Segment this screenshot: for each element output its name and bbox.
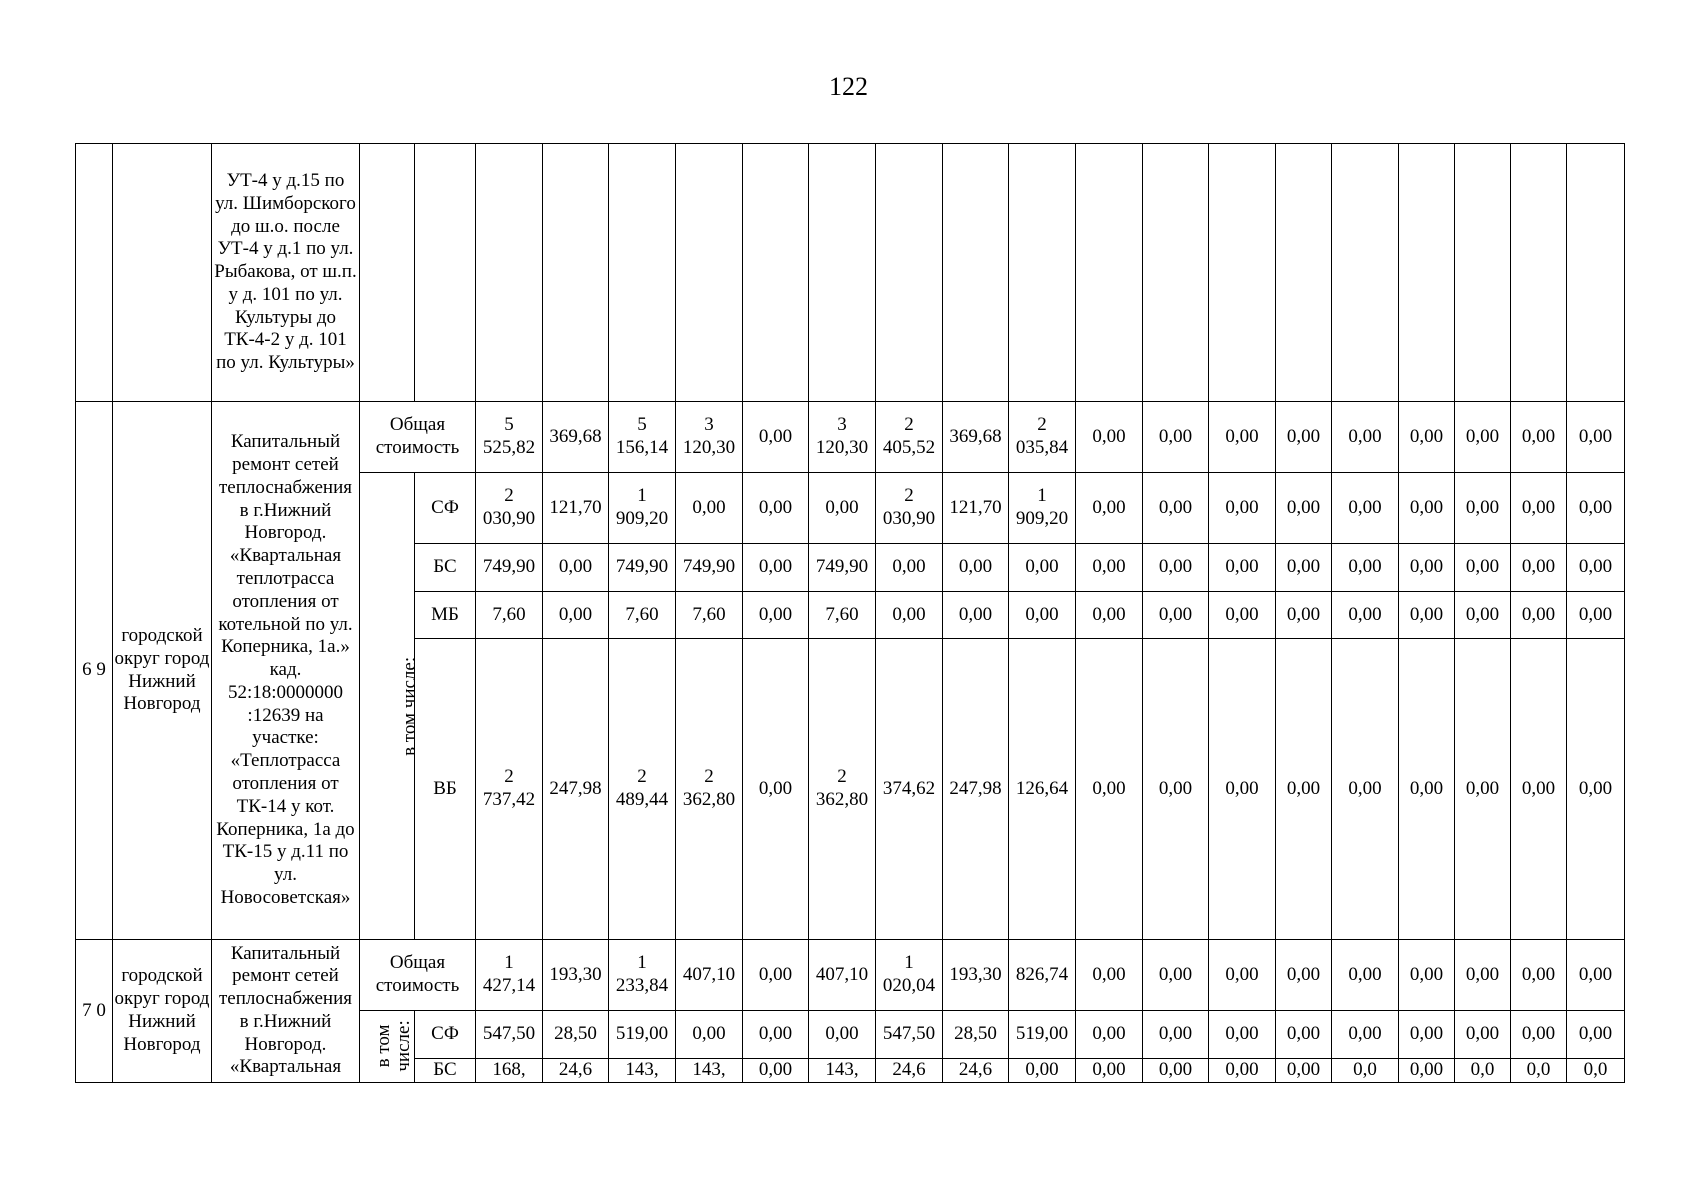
value-cell: 7,60 (676, 592, 743, 639)
funding-source-label: ВБ (415, 639, 476, 940)
value-cell: 0,00 (1455, 402, 1511, 473)
value-cell (1332, 144, 1399, 402)
value-cell: 0,00 (743, 940, 809, 1011)
value-cell (676, 144, 743, 402)
value-cell: 0,00 (1209, 639, 1276, 940)
value-cell: 749,90 (676, 544, 743, 592)
value-cell: 0,00 (1332, 473, 1399, 544)
value-cell: 0,00 (1511, 473, 1567, 544)
value-cell: 0,00 (743, 1011, 809, 1059)
value-cell: 0,00 (1455, 1011, 1511, 1059)
value-cell: 28,50 (943, 1011, 1009, 1059)
value-cell: 0,00 (1209, 544, 1276, 592)
value-cell: 0,00 (1209, 1059, 1276, 1083)
value-cell: 0,00 (1567, 592, 1625, 639)
value-cell: 5 525,82 (476, 402, 543, 473)
value-cell: 0,00 (1209, 402, 1276, 473)
value-cell: 143, (676, 1059, 743, 1083)
value-cell: 143, (609, 1059, 676, 1083)
num-cell (76, 144, 113, 402)
value-cell: 0,00 (1009, 544, 1076, 592)
value-cell: 2 489,44 (609, 639, 676, 940)
value-cell: 0,00 (1567, 639, 1625, 940)
value-cell: 0,00 (1332, 1011, 1399, 1059)
funding-source-label: БС (415, 544, 476, 592)
value-cell: 1 909,20 (609, 473, 676, 544)
value-cell: 0,00 (1399, 1011, 1455, 1059)
value-cell: 7,60 (609, 592, 676, 639)
value-cell: 0,00 (1455, 544, 1511, 592)
value-cell: 0,00 (1455, 473, 1511, 544)
value-cell: 0,00 (1511, 639, 1567, 940)
value-cell: 2 030,90 (476, 473, 543, 544)
funding-source-label: СФ (415, 1011, 476, 1059)
value-cell: 121,70 (943, 473, 1009, 544)
value-cell: 0,00 (1076, 402, 1143, 473)
value-cell: 0,00 (1567, 402, 1625, 473)
including-text: в том числе: (399, 656, 421, 756)
value-cell: 2 362,80 (676, 639, 743, 940)
value-cell: 407,10 (809, 940, 876, 1011)
value-cell: 0,00 (1143, 1059, 1209, 1083)
value-cell: 0,00 (876, 592, 943, 639)
value-cell: 0,00 (1209, 473, 1276, 544)
label-cell (360, 144, 415, 402)
value-cell: 0,00 (743, 402, 809, 473)
including-label (360, 1011, 415, 1083)
value-cell (943, 144, 1009, 402)
value-cell: 0,00 (1332, 402, 1399, 473)
table-row (76, 940, 1625, 1011)
funding-source-label: СФ (415, 473, 476, 544)
value-cell: 1 233,84 (609, 940, 676, 1011)
value-cell: 0,00 (1276, 544, 1332, 592)
value-cell: 374,62 (876, 639, 943, 940)
value-cell: 0,00 (809, 473, 876, 544)
value-cell (1009, 144, 1076, 402)
value-cell: 0,00 (1399, 1059, 1455, 1083)
object-name-cell: Капитальный ремонт сетей теплоснабжения в г.Нижний Новгород. «Квартальная (212, 940, 360, 1083)
value-cell: 0,00 (1567, 940, 1625, 1011)
value-cell: 369,68 (543, 402, 609, 473)
value-cell: 0,00 (1076, 940, 1143, 1011)
value-cell: 0,00 (1076, 473, 1143, 544)
value-cell: 0,00 (1143, 402, 1209, 473)
value-cell: 143, (809, 1059, 876, 1083)
value-cell: 7,60 (476, 592, 543, 639)
value-cell: 0,00 (1276, 1059, 1332, 1083)
value-cell: 0,00 (1076, 1059, 1143, 1083)
value-cell: 121,70 (543, 473, 609, 544)
value-cell (876, 144, 943, 402)
value-cell: 0,00 (1332, 592, 1399, 639)
municipality-cell: городской округ город Нижний Новгород (113, 402, 212, 940)
value-cell: 0,00 (1511, 592, 1567, 639)
value-cell: 0,00 (1209, 592, 1276, 639)
table-row (76, 402, 1625, 473)
value-cell: 2 362,80 (809, 639, 876, 940)
value-cell: 28,50 (543, 1011, 609, 1059)
label-cell (415, 144, 476, 402)
value-cell: 0,00 (1276, 473, 1332, 544)
value-cell: 749,90 (609, 544, 676, 592)
value-cell: 547,50 (476, 1011, 543, 1059)
value-cell: 0,00 (1511, 402, 1567, 473)
value-cell: 0,00 (1076, 639, 1143, 940)
value-cell: 519,00 (609, 1011, 676, 1059)
budget-table (75, 143, 1625, 1083)
value-cell: 0,00 (1276, 402, 1332, 473)
value-cell: 2 030,90 (876, 473, 943, 544)
value-cell: 3 120,30 (676, 402, 743, 473)
value-cell (1567, 144, 1625, 402)
total-cost-label: Общая стоимость (360, 940, 476, 1011)
value-cell: 168, (476, 1059, 543, 1083)
value-cell: 0,00 (1076, 1011, 1143, 1059)
value-cell: 0,00 (809, 1011, 876, 1059)
value-cell: 0,00 (1209, 1011, 1276, 1059)
value-cell: 1 427,14 (476, 940, 543, 1011)
row-number: 7 0 (76, 940, 113, 1083)
value-cell: 0,00 (1143, 639, 1209, 940)
page-number: 122 (829, 72, 868, 101)
value-cell: 0,00 (1076, 544, 1143, 592)
value-cell: 0,00 (1332, 639, 1399, 940)
value-cell (1209, 144, 1276, 402)
value-cell: 0,00 (743, 473, 809, 544)
value-cell: 0,00 (1567, 544, 1625, 592)
value-cell: 24,6 (876, 1059, 943, 1083)
value-cell: 547,50 (876, 1011, 943, 1059)
value-cell: 0,00 (1399, 402, 1455, 473)
value-cell: 0,00 (1399, 473, 1455, 544)
including-label (360, 473, 421, 940)
total-cost-label: Общая стоимость (360, 402, 476, 473)
value-cell: 749,90 (476, 544, 543, 592)
value-cell (1399, 144, 1455, 402)
value-cell (543, 144, 609, 402)
value-cell: 0,00 (876, 544, 943, 592)
value-cell: 0,0 (1511, 1059, 1567, 1083)
value-cell: 7,60 (809, 592, 876, 639)
value-cell: 0,00 (943, 544, 1009, 592)
municipality-cell: городской округ город Нижний Новгород (113, 940, 212, 1083)
value-cell: 0,00 (1511, 1011, 1567, 1059)
object-name-cell: УТ-4 у д.15 по ул. Шимборского до ш.о. после УТ-4 у д.1 по ул. Рыбакова, от ш.п. у д. 101 по ул. Культуры до ТК-4-2 у д. 101 по ул. Культуры» (212, 144, 360, 402)
object-name-cell: Капитальный ремонт сетей теплоснабжения в г.Нижний Новгород. «Квартальная теплотрасса отопления от котельной по ул. Коперника, 1а.» кад. 52:18:0000000 :12639 на участке: «Теплотрасса отопления от ТК-14 у кот. Коперника, 1а до ТК-15 у д.11 по ул. Новосоветская» (212, 402, 360, 940)
value-cell: 0,00 (1332, 940, 1399, 1011)
value-cell: 0,00 (1143, 940, 1209, 1011)
value-cell: 0,00 (543, 592, 609, 639)
value-cell: 0,00 (1076, 592, 1143, 639)
value-cell: 0,00 (743, 639, 809, 940)
value-cell: 0,00 (1009, 1059, 1076, 1083)
value-cell (1455, 144, 1511, 402)
value-cell: 2 035,84 (1009, 402, 1076, 473)
value-cell (476, 144, 543, 402)
including-text: в том числе: (373, 1019, 414, 1072)
value-cell (1511, 144, 1567, 402)
value-cell (809, 144, 876, 402)
value-cell: 826,74 (1009, 940, 1076, 1011)
value-cell: 0,00 (1399, 592, 1455, 639)
value-cell: 0,00 (943, 592, 1009, 639)
value-cell: 1 909,20 (1009, 473, 1076, 544)
value-cell: 0,00 (1209, 940, 1276, 1011)
value-cell: 0,00 (1399, 940, 1455, 1011)
value-cell: 0,00 (1455, 940, 1511, 1011)
value-cell: 0,00 (1399, 544, 1455, 592)
value-cell: 0,00 (1276, 639, 1332, 940)
funding-source-label: МБ (415, 592, 476, 639)
value-cell: 0,00 (743, 544, 809, 592)
municipality-cell (113, 144, 212, 402)
value-cell: 2 737,42 (476, 639, 543, 940)
value-cell: 193,30 (943, 940, 1009, 1011)
value-cell: 0,00 (1511, 940, 1567, 1011)
value-cell (1143, 144, 1209, 402)
value-cell: 0,00 (1143, 544, 1209, 592)
value-cell: 0,00 (543, 544, 609, 592)
value-cell: 1 020,04 (876, 940, 943, 1011)
value-cell: 0,00 (1332, 544, 1399, 592)
value-cell: 0,00 (1455, 592, 1511, 639)
table-row (76, 144, 1625, 402)
value-cell: 0,00 (1143, 592, 1209, 639)
value-cell: 0,0 (1455, 1059, 1511, 1083)
value-cell: 0,00 (1567, 473, 1625, 544)
value-cell: 0,00 (1511, 544, 1567, 592)
value-cell: 247,98 (543, 639, 609, 940)
value-cell: 0,00 (743, 1059, 809, 1083)
value-cell: 0,00 (1276, 592, 1332, 639)
value-cell (1076, 144, 1143, 402)
value-cell: 0,00 (1399, 639, 1455, 940)
value-cell: 0,00 (676, 473, 743, 544)
value-cell: 0,00 (1276, 940, 1332, 1011)
value-cell (609, 144, 676, 402)
value-cell: 0,00 (743, 592, 809, 639)
value-cell: 126,64 (1009, 639, 1076, 940)
value-cell: 0,00 (1276, 1011, 1332, 1059)
value-cell: 0,0 (1332, 1059, 1399, 1083)
value-cell: 0,00 (1455, 639, 1511, 940)
value-cell: 0,00 (1567, 1011, 1625, 1059)
value-cell (1276, 144, 1332, 402)
value-cell: 407,10 (676, 940, 743, 1011)
value-cell: 0,00 (1009, 592, 1076, 639)
value-cell: 2 405,52 (876, 402, 943, 473)
value-cell: 0,00 (1143, 1011, 1209, 1059)
value-cell: 0,0 (1567, 1059, 1625, 1083)
value-cell (743, 144, 809, 402)
value-cell: 24,6 (943, 1059, 1009, 1083)
value-cell: 24,6 (543, 1059, 609, 1083)
funding-source-label: БС (415, 1059, 476, 1083)
value-cell: 3 120,30 (809, 402, 876, 473)
value-cell: 0,00 (1143, 473, 1209, 544)
table-body (76, 144, 1625, 1083)
value-cell: 247,98 (943, 639, 1009, 940)
row-number: 6 9 (76, 402, 113, 940)
value-cell: 5 156,14 (609, 402, 676, 473)
value-cell: 0,00 (676, 1011, 743, 1059)
value-cell: 193,30 (543, 940, 609, 1011)
value-cell: 369,68 (943, 402, 1009, 473)
value-cell: 519,00 (1009, 1011, 1076, 1059)
value-cell: 749,90 (809, 544, 876, 592)
